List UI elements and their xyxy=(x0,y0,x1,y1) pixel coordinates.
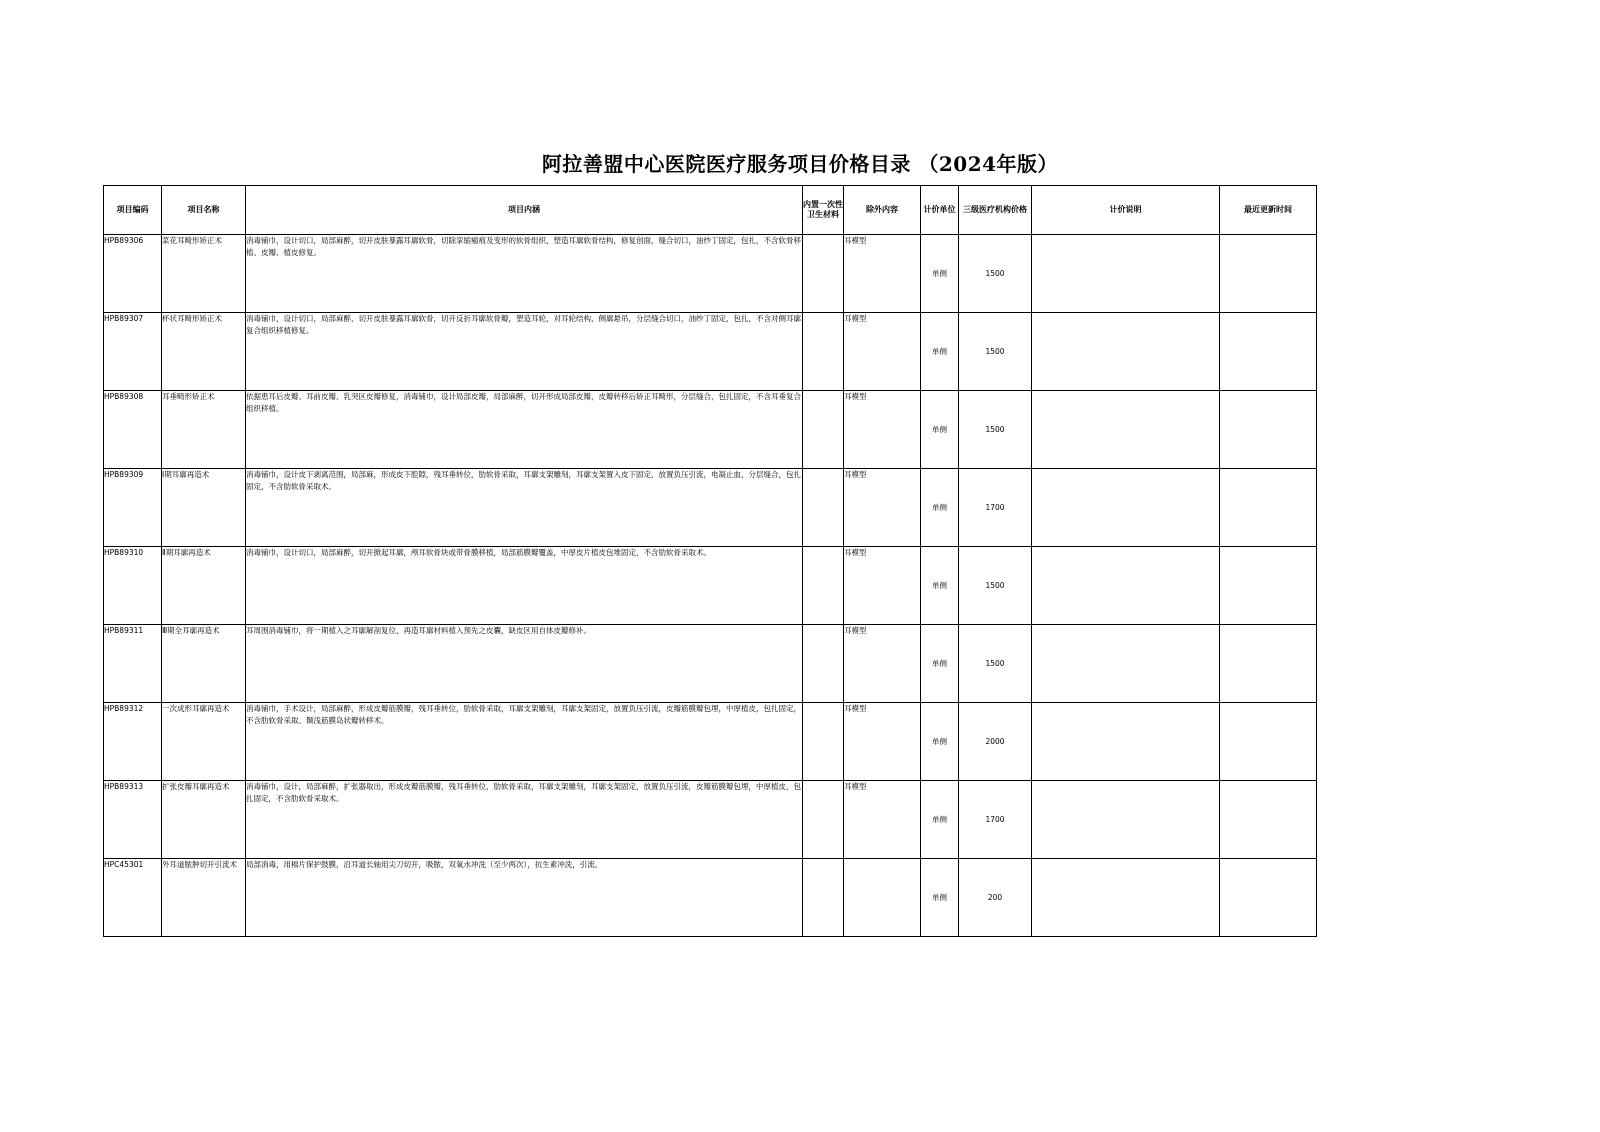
table-row xyxy=(104,781,1317,859)
header-content: 项目内涵 xyxy=(246,186,803,235)
cell-consumables xyxy=(803,625,844,703)
cell-updated xyxy=(1220,391,1317,469)
cell-unit: 单侧 xyxy=(921,547,959,625)
cell-content: 消毒铺巾，设计，局部麻醉，扩张器取出，形成皮瓣筋膜瓣，残耳垂转位，肋软骨采取，耳廓支架雕刻，耳廓支架固定，放置负压引流，皮瓣筋膜瓣包埋，中厚植皮，包扎固定，不含肋软骨采取术。 xyxy=(246,781,803,859)
cell-name: Ⅲ期全耳廓再造术 xyxy=(162,625,246,703)
table-row xyxy=(104,547,1317,625)
cell-code: HPB89309 xyxy=(104,469,162,547)
cell-updated xyxy=(1220,703,1317,781)
header-name: 项目名称 xyxy=(162,186,246,235)
cell-consumables xyxy=(803,313,844,391)
cell-updated xyxy=(1220,781,1317,859)
table-row xyxy=(104,313,1317,391)
cell-updated xyxy=(1220,859,1317,937)
cell-updated xyxy=(1220,625,1317,703)
cell-content: 消毒铺巾，设计皮下剥离范围，局部麻，形成皮下腔隙，残耳垂转位，肋软骨采取，耳廓支架雕刻，耳廓支架置入皮下固定，放置负压引流，电凝止血，分层缝合，包扎固定，不含肋软骨采取术。 xyxy=(246,469,803,547)
price-table xyxy=(103,185,1317,937)
cell-price: 1500 xyxy=(959,391,1032,469)
header-price: 三级医疗机构价格 xyxy=(959,186,1032,235)
cell-unit: 单侧 xyxy=(921,703,959,781)
cell-exclusions: 耳模型 xyxy=(844,547,921,625)
table-row xyxy=(104,703,1317,781)
header-consumables: 内置一次性卫生材料 xyxy=(803,186,844,235)
cell-code: HPB89308 xyxy=(104,391,162,469)
cell-name: 菜花耳畸形矫正术 xyxy=(162,235,246,313)
cell-price: 1700 xyxy=(959,469,1032,547)
cell-name: Ⅰ期耳廓再造术 xyxy=(162,469,246,547)
cell-name: 外耳道脓肿切开引流术 xyxy=(162,859,246,937)
header-updated: 最近更新时间 xyxy=(1220,186,1317,235)
cell-content: 消毒铺巾，设计切口，局部麻醉，切开掀起耳廓，颅耳软骨块或带骨膜移植，局部筋膜瓣覆盖，中厚皮片植皮包堆固定，不含肋软骨采取术。 xyxy=(246,547,803,625)
header-unit: 计价单位 xyxy=(921,186,959,235)
cell-content: 局部消毒，用棉片保护鼓膜，沿耳道长轴用尖刀切开，吸脓，双氧水冲洗（至少两次），抗生素冲洗，引流。 xyxy=(246,859,803,937)
cell-code: HPB89307 xyxy=(104,313,162,391)
cell-updated xyxy=(1220,469,1317,547)
cell-code: HPB89310 xyxy=(104,547,162,625)
cell-price: 1500 xyxy=(959,625,1032,703)
document-title: 阿拉善盟中心医院医疗服务项目价格目录 （2024年版） xyxy=(541,152,1059,176)
cell-notes xyxy=(1032,391,1220,469)
cell-name: 扩张皮瓣耳廓再造术 xyxy=(162,781,246,859)
cell-exclusions: 耳模型 xyxy=(844,235,921,313)
cell-consumables xyxy=(803,391,844,469)
cell-notes xyxy=(1032,235,1220,313)
header-exclusions: 除外内容 xyxy=(844,186,921,235)
cell-code: HPC45301 xyxy=(104,859,162,937)
table-row xyxy=(104,469,1317,547)
cell-price: 200 xyxy=(959,859,1032,937)
cell-unit: 单侧 xyxy=(921,859,959,937)
cell-price: 2000 xyxy=(959,703,1032,781)
cell-exclusions: 耳模型 xyxy=(844,625,921,703)
cell-content: 消毒铺巾，手术设计，局部麻醉，形成皮瓣筋膜瓣，残耳垂转位，肋软骨采取，耳廓支架雕刻，耳廓支架固定，放置负压引流，皮瓣筋膜瓣包埋，中厚植皮，包扎固定，不含肋软骨采取、颞浅筋膜岛状瓣转移术。 xyxy=(246,703,803,781)
cell-unit: 单侧 xyxy=(921,625,959,703)
cell-unit: 单侧 xyxy=(921,781,959,859)
cell-consumables xyxy=(803,235,844,313)
table-row xyxy=(104,625,1317,703)
cell-notes xyxy=(1032,781,1220,859)
cell-exclusions: 耳模型 xyxy=(844,469,921,547)
cell-notes xyxy=(1032,859,1220,937)
cell-updated xyxy=(1220,547,1317,625)
cell-unit: 单侧 xyxy=(921,235,959,313)
table-header-row xyxy=(104,186,1317,235)
cell-consumables xyxy=(803,703,844,781)
cell-price: 1500 xyxy=(959,313,1032,391)
cell-notes xyxy=(1032,703,1220,781)
cell-name: 杯状耳畸形矫正术 xyxy=(162,313,246,391)
cell-exclusions xyxy=(844,859,921,937)
cell-notes xyxy=(1032,625,1220,703)
cell-updated xyxy=(1220,313,1317,391)
cell-name: 耳垂畸形矫正术 xyxy=(162,391,246,469)
cell-code: HPB89306 xyxy=(104,235,162,313)
cell-code: HPB89312 xyxy=(104,703,162,781)
cell-exclusions: 耳模型 xyxy=(844,781,921,859)
cell-exclusions: 耳模型 xyxy=(844,703,921,781)
cell-content: 耳周围消毒铺巾，将一期植入之耳廓解剖复位，再造耳廓材料植入预先之皮囊，缺皮区用自体皮瓣修补。 xyxy=(246,625,803,703)
cell-unit: 单侧 xyxy=(921,391,959,469)
cell-notes xyxy=(1032,547,1220,625)
cell-consumables xyxy=(803,469,844,547)
table-row xyxy=(104,859,1317,937)
table-row xyxy=(104,235,1317,313)
cell-updated xyxy=(1220,235,1317,313)
cell-content: 消毒铺巾，设计切口，局部麻醉，切开皮肤暴露耳廓软骨，切除挛缩瘢痕及变形的软骨组织，塑造耳廓软骨结构，修复创面，缝合切口，油纱丁固定，包扎，不含软骨移植、皮瓣、植皮修复。 xyxy=(246,235,803,313)
cell-consumables xyxy=(803,547,844,625)
cell-exclusions: 耳模型 xyxy=(844,313,921,391)
cell-unit: 单侧 xyxy=(921,313,959,391)
cell-price: 1700 xyxy=(959,781,1032,859)
cell-price: 1500 xyxy=(959,235,1032,313)
cell-exclusions: 耳模型 xyxy=(844,391,921,469)
cell-content: 消毒铺巾，设计切口，局部麻醉，切开皮肤暴露耳廓软骨，切开反折耳廓软骨瓣，塑造耳轮，对耳轮结构，侧廓悬吊，分层缝合切口，油纱丁固定，包扎，不含对侧耳廓复合组织移植修复。 xyxy=(246,313,803,391)
cell-unit: 单侧 xyxy=(921,469,959,547)
cell-code: HPB89313 xyxy=(104,781,162,859)
cell-consumables xyxy=(803,859,844,937)
cell-content: 依据患耳后皮瓣、耳前皮瓣、乳突区皮瓣修复，消毒铺巾，设计局部皮瓣，局部麻醉，切开形成局部皮瓣，皮瓣转移后矫正耳畸形，分层缝合，包扎固定，不含耳垂复合组织移植。 xyxy=(246,391,803,469)
cell-code: HPB89311 xyxy=(104,625,162,703)
header-notes: 计价说明 xyxy=(1032,186,1220,235)
cell-notes xyxy=(1032,313,1220,391)
table-row xyxy=(104,391,1317,469)
cell-consumables xyxy=(803,781,844,859)
cell-name: 一次成形耳廓再造术 xyxy=(162,703,246,781)
cell-notes xyxy=(1032,469,1220,547)
cell-name: Ⅱ期耳廓再造术 xyxy=(162,547,246,625)
cell-price: 1500 xyxy=(959,547,1032,625)
header-code: 项目编码 xyxy=(104,186,162,235)
